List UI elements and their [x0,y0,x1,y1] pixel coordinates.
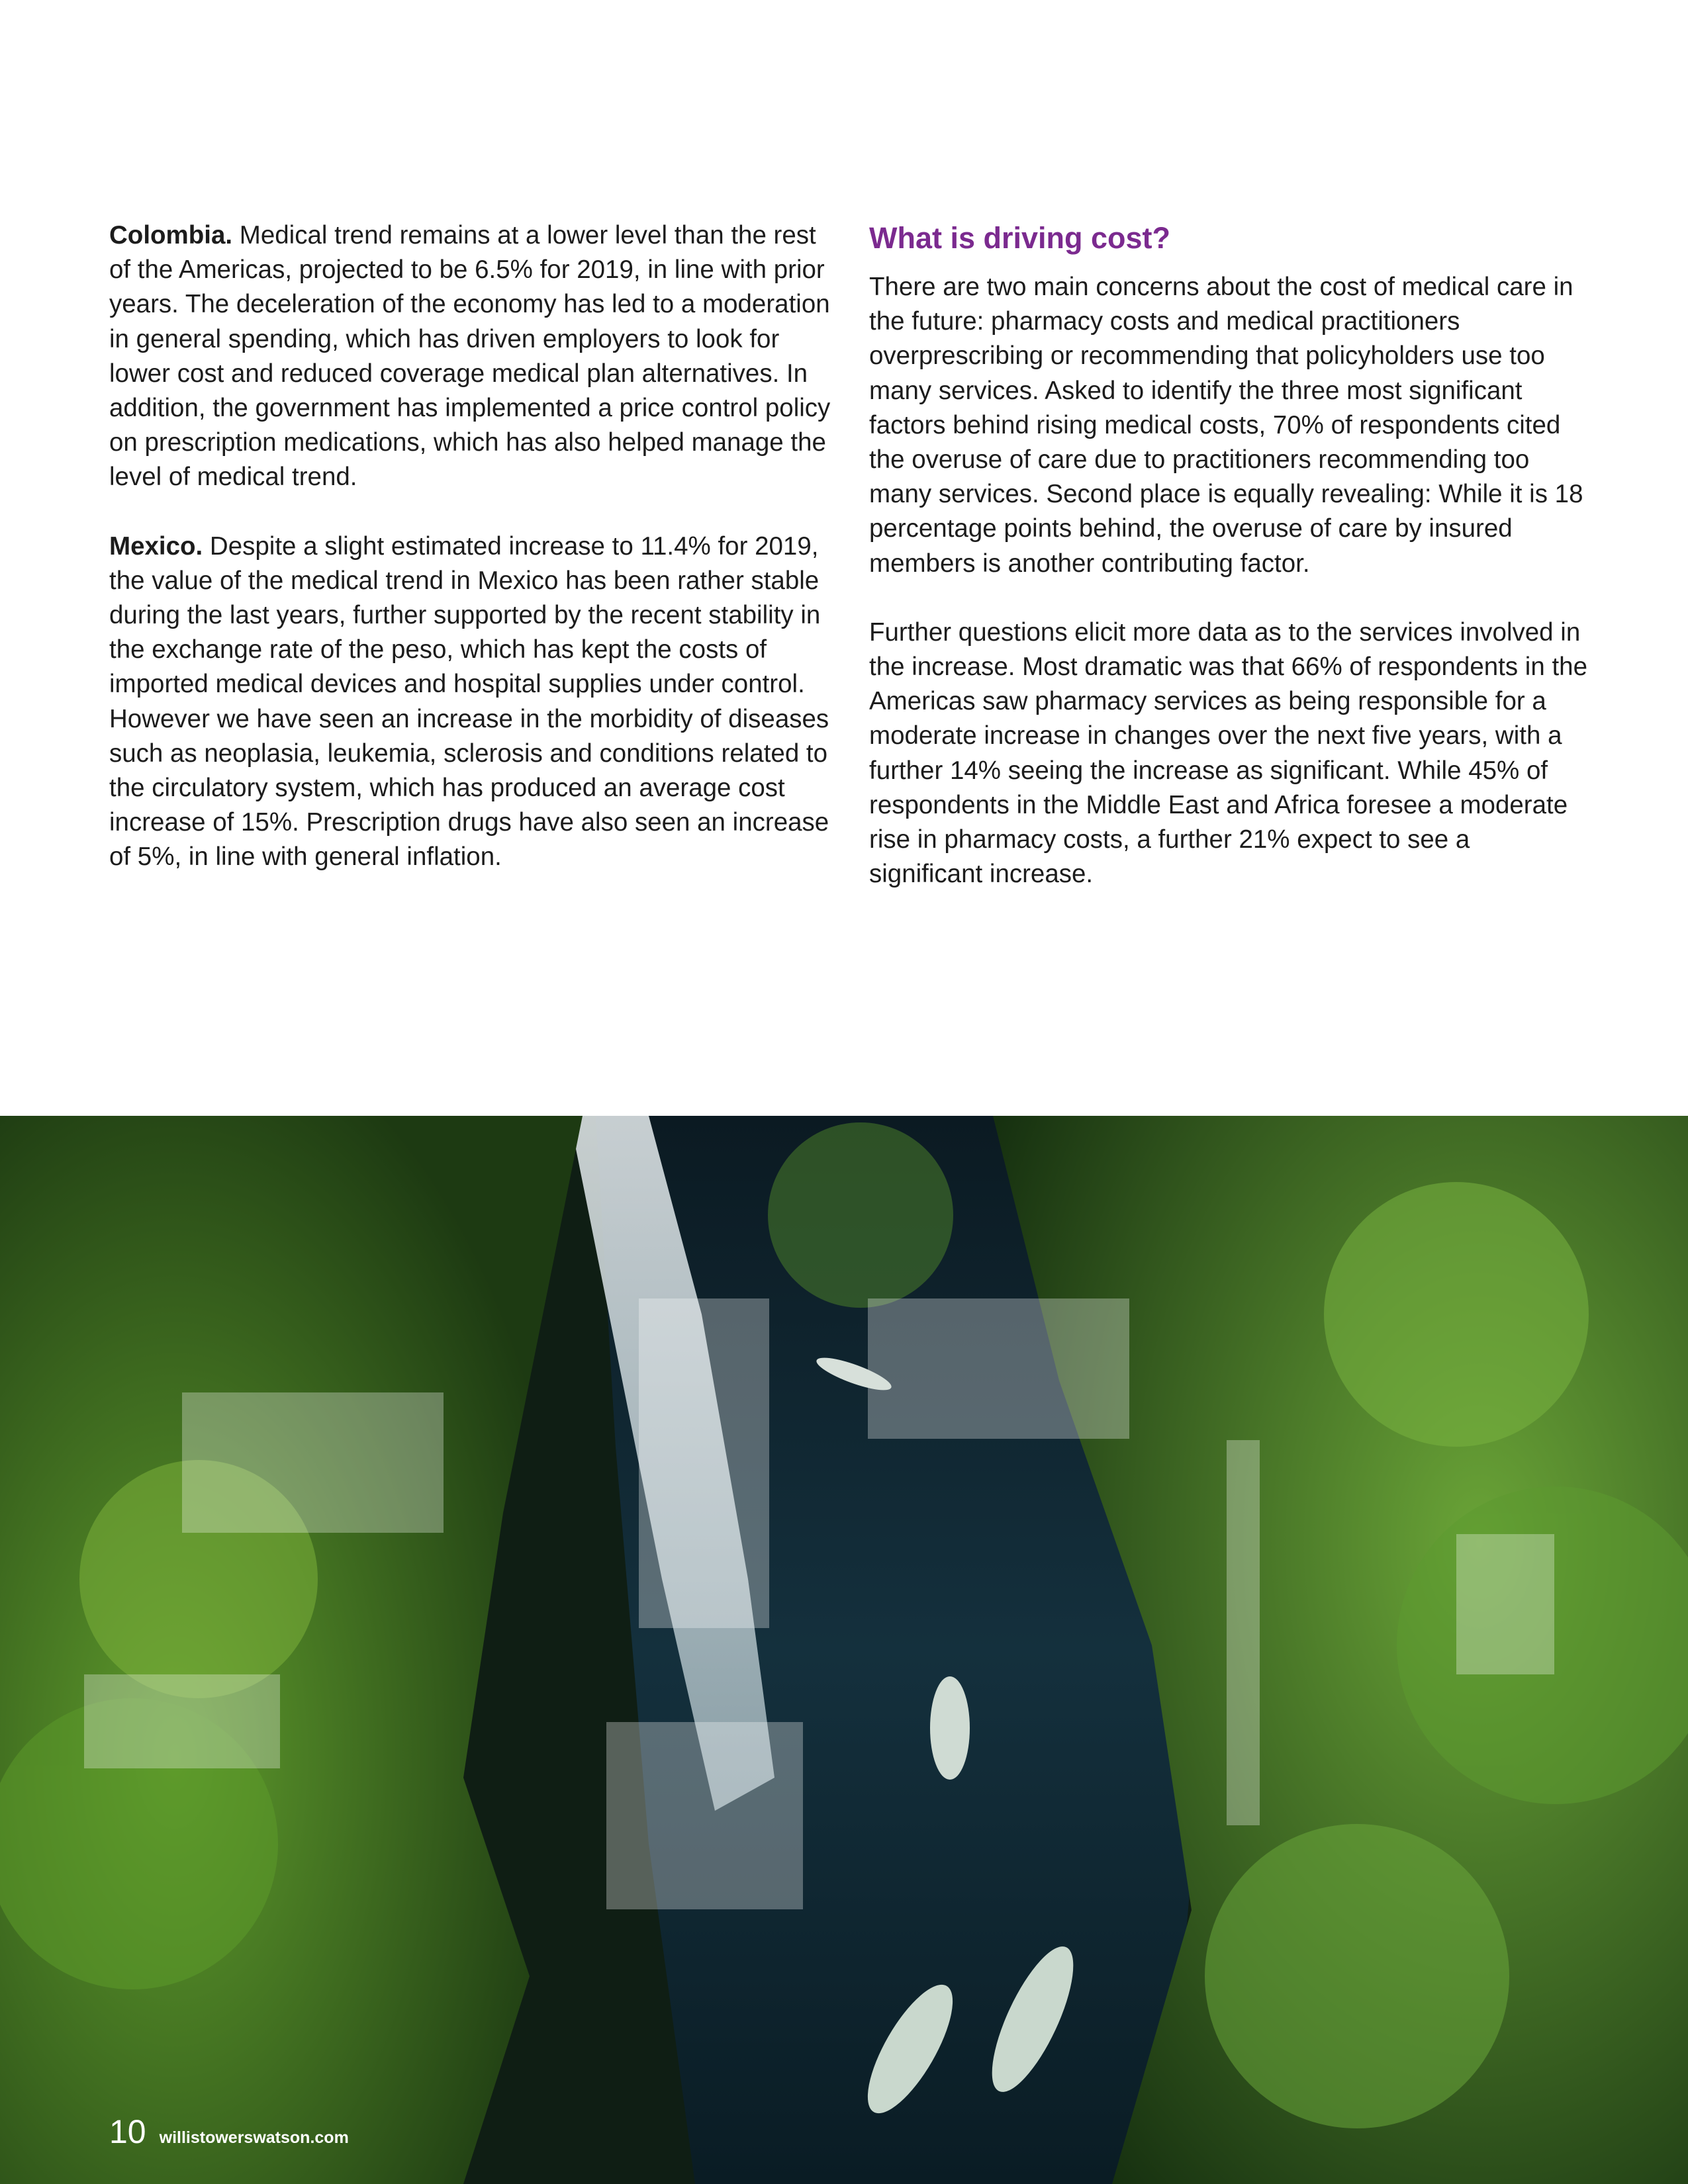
mexico-lead: Mexico. [109,531,203,561]
website-link[interactable]: willistowerswatson.com [159,2128,349,2147]
mexico-paragraph [109,529,831,875]
left-column [109,218,831,909]
page-footer [109,2113,349,2151]
colombia-text: Medical trend remains at a lower level than the rest of the Americas, projected to be 6.5% for 2019, in line with prior years. The deceleration of the economy has led to a moderation in general spending, which has driven employers to look for lower cost and reduced coverage medical plan alternatives. In addition, the government has implemented a price control policy on prescription medications, which has also helped manage the level of medical trend. [109,221,831,492]
gorge-illustration [0,1116,1688,2184]
mexico-text: Despite a slight estimated increase to 11.4% for 2019, the value of the medical trend in Mexico has been rather stable during the last years, further supported by the recent stability in the exchange rate of the peso, which has kept the costs of imported medical devices and hospital supplies under control. However we have seen an increase in the morbidity of diseases such as neoplasia, leukemia, sclerosis and conditions related to the circulatory system, which has produced an average cost increase of 15%. Prescription drugs have also seen an increase of 5%, in line with general inflation. [109,531,829,872]
gorge-photo [0,1116,1688,2184]
colombia-paragraph [109,218,831,495]
page-number: 10 [109,2113,146,2150]
right-column [869,218,1587,926]
cost-paragraph-1: There are two main concerns about the cost of medical care in the future: pharmacy costs and medical practitioners overprescribing or recommending that policyholders use too many services. Asked to identify the three most significant factors behind rising medical costs, 70% of respondents cited the overuse of care due to practitioners recommending too many services. Second place is equally revealing: While it is 18 percentage points behind, the overuse of care by insured members is another contributing factor. [869,273,1583,578]
section-heading: What is driving cost? [869,221,1171,255]
cost-paragraph-2: Further questions elicit more data as to the services involved in the increase. Most dramatic was that 66% of respondents in the Americas saw pharmacy services as being responsible for a moderate increase in changes over the next five years, with a further 14% seeing the increase as significant. While 45% of respondents in the Middle East and Africa foresee a moderate rise in pharmacy costs, a further 21% expect to see a significant increase. [869,617,1587,889]
colombia-lead: Colombia. [109,221,233,250]
